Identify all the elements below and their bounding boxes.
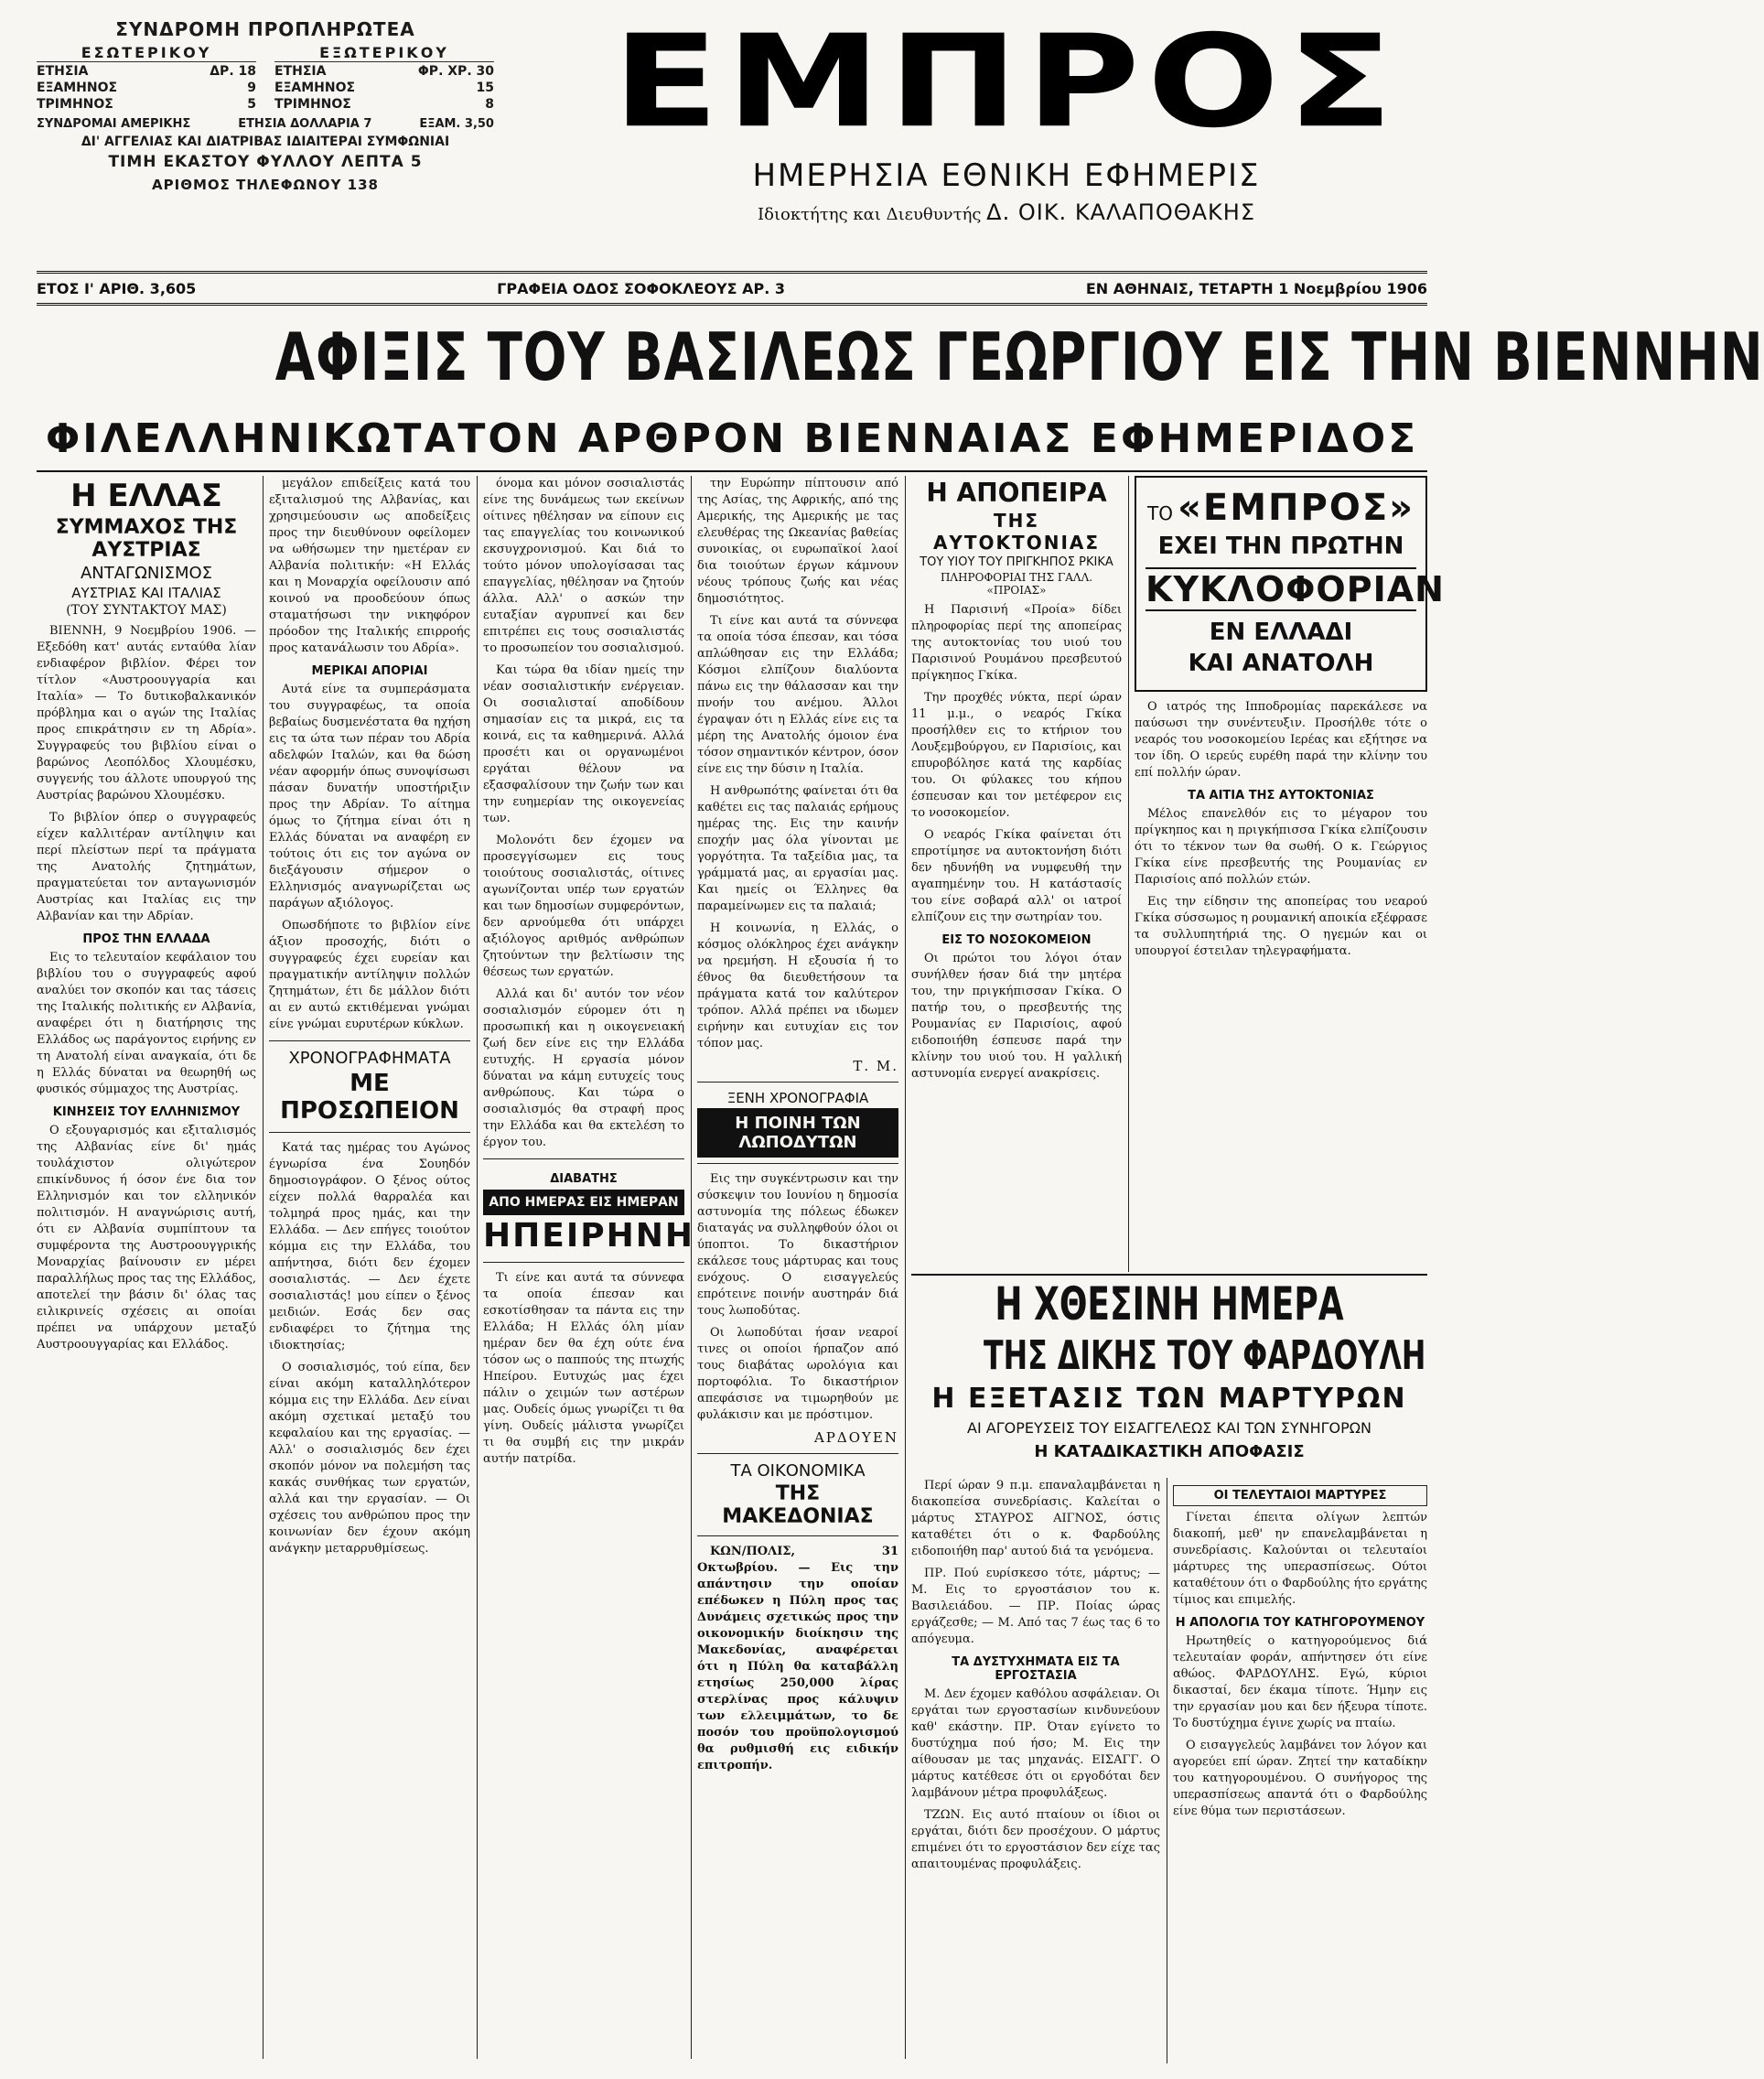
- feature-label: ΧΡΟΝΟΓΡΑΦΗΜΑΤΑ: [288, 1049, 451, 1068]
- article-heading: Η ΕΛΛΑΣ: [70, 478, 222, 514]
- article-subheading: ΤΟΥ ΥΙΟΥ ΤΟΥ ΠΡΙΓΚΗΠΟΣ ΡΚΙΚΑ: [920, 555, 1113, 569]
- article-paragraph: Αυτά είνε τα συμπεράσματα του συγγραφέως, τα οποία βεβαίως δυσμενέστατα θα ηχήση εις τα ώτα των πέραν του Αδρία αδελφών Ιταλών, και θα δώση νέαν αφορμήν όπως συνοψίσωσι πάσαν δυνατήν υποστήριξιν προς την Αδρίαν. Το αίτημα όμως το ζήτημα είναι ότι η Ελλάς δύναται να αναφέρη εν τούτοις ότι εις τον αγώνα ον διεξάγουσιν σήμερον ο Ελληνισμός αναγνωρίζεται ως παράγων αξιόλογος.: [269, 683, 470, 910]
- owner-line: [586, 199, 1427, 225]
- feature-title: ΜΕ ΠΡΟΣΩΠΕΙΟΝ: [280, 1070, 459, 1125]
- column-rule: [263, 476, 264, 2059]
- feature-label: ΤΑ ΟΙΚΟΝΟΜΙΚΑ: [730, 1461, 866, 1481]
- price-label: ΕΤΗΣΙΑ: [274, 64, 327, 79]
- feature-dek: ΑΠΟ ΗΜΕΡΑΣ ΕΙΣ ΗΜΕΡΑΝ: [483, 1190, 684, 1215]
- abroad-row: [274, 81, 494, 95]
- masthead: [37, 7, 1427, 265]
- inland-row: [37, 64, 256, 79]
- article-subheading: ΑΥΣΤΡΙΑΣ ΚΑΙ ΙΤΑΛΙΑΣ: [71, 585, 221, 601]
- column-8: [1173, 1478, 1427, 2063]
- article-paragraph: Τι είνε και αυτά τα σύννεφα τα οποία τόσα έπεσαν, και τόσα απλώθησαν εις την Ελλάδα; Κόσμοι ελπίζουν διαλύοντα πάνω εις την θάλασσαν και την πνοήν του ανέμου. Άλλοι έγραψαν ότι η Ελλάς είνε εις τα μέρη της Ανατολής όμοιον ένα τόσον σημαντικόν κέντρον, όσον είνε εις την δύσιν η Ιταλία.: [697, 614, 898, 776]
- section-subheading: ΠΡΟΣ ΤΗΝ ΕΛΛΑΔΑ: [82, 932, 210, 946]
- article-paragraph: όνομα και μόνον σοσιαλιστάς είνε της δυνάμεως των εκείνων οίτινες ηθέλησαν να είπουν εις τας επαγγελίας του κοινωνικού εκσυγχρονισμού. Και διά το τούτο μόνον υπολογίσασαι τας επαγγελίας, ηθέλησαν να ζητούν άλλα. Αλλ' ο ασκών την ευταξίαν αγρυπνεί και δεν επιτρέπει εις τους σοσιαλιστάς το προσωπείον του σοσιαλισμού.: [483, 477, 684, 655]
- article-paragraph: Αλλά και δι' αυτόν τον νέον σοσιαλισμόν εύρομεν ότι η προσωπική και η οικογενειακή ζωή δεν είνε εις την Ελλάδα ευτυχής. Η εργασία μόνον δύναται να κάμη ευτυχείς τους ανθρώπους. Και τώρα ο σοσιαλισμός θα στραφή προς την Ελλάδα και θα εκτελέση το έργον του.: [483, 987, 684, 1149]
- trial-headline-line: Η ΕΞΕΤΑΣΙΣ ΤΩΝ ΜΑΡΤΥΡΩΝ: [931, 1383, 1407, 1415]
- article-paragraph: Οπωσδήποτε το βιβλίον είνε άξιον προσοχής, διότι ο συγγραφεύς έχει ευρείαν και πραγματικήν αντίληψιν πολλών ζητημάτων, έτι δε μάλλον διότι αι εν αυτώ εκτιθέμεναι γνώμαι είνε γνώμαι ευρυτέρων κύκλων.: [269, 919, 470, 1031]
- article-paragraph: Μολονότι δεν έχομεν να προσεγγίσωμεν εις τους τοιούτους σοσιαλιστάς, οίτινες αγωνίζονται υπέρ των εργατών και των δημοσίων συμφερόντων, δεν αρνούμεθα ότι υπάρχει αξιόλογος αριθμός ανθρώπων ζητούντων την βελτίωσιν της θέσεως των εργατών.: [483, 834, 684, 979]
- advert-note: ΔΙ' ΑΓΓΕΛΙΑΣ ΚΑΙ ΔΙΑΤΡΙΒΑΣ ΙΔΙΑΙΤΕΡΑΙ ΣΥΜΦΩΝΙΑΙ: [81, 135, 450, 149]
- article-paragraph: Η Παρισινή «Προία» δίδει πληροφορίας περί της αποπείρας της αυτοκτονίας του υιού του Παρισινού Ρουμάνου πρεσβευτού πρίγκηπος Γκίκα.: [911, 603, 1122, 683]
- article-paragraph: Η ανθρωπότης φαίνεται ότι θα καθέτει εις τας παλαιάς ερήμους ημέρας της. Εις την καινήν εποχήν μας όλα γίνονται με γοργότητα. Τα ταξείδια μας, τα γράμματά μας, αι εργασίαι μας. Και ημείς οι Έλληνες θα παραμείνωμεν εις τα παλαιά;: [697, 784, 898, 913]
- section-rule: [911, 1274, 1427, 1276]
- promo-greece: ΕΝ ΕΛΛΑΔΙ: [1209, 619, 1353, 646]
- section-subheading: ΤΑ ΔΥΣΤΥΧΗΜΑΤΑ ΕΙΣ ΤΑ ΕΡΓΟΣΤΑΣΙΑ: [952, 1655, 1120, 1683]
- article-paragraph: Ο ιατρός της Ιπποδρομίας παρεκάλεσε να παύσωσι την συνέντευξιν. Προσήλθε τότε ο νεαρός του νοσοκομείου Ιερέας και εξήτησε να τον ίδη. Ο ιερεύς ευρέθη παρά την κλίνην του επί πολλήν ώραν.: [1135, 700, 1427, 780]
- office-address: ΓΡΑΦΕΙΑ ΟΔΟΣ ΣΟΦΟΚΛΕΟΥΣ ΑΡ. 3: [497, 279, 786, 297]
- article-paragraph: την Ευρώπην πίπτουσιν από της Ασίας, της Αφρικής, από της Αμερικής, της Αμερικής με τας ελευθέρας της Ωκεανίας βαθείας συνοικίας, οι ευρωπαϊκοί λαοί δια τοιούτων έργων κάμνουν νέους τρόπους ζωής και νέας δημοσιότητος.: [697, 477, 898, 606]
- section-subheading: Η ΑΠΟΛΟΓΙΑ ΤΟΥ ΚΑΤΗΓΟΡΟΥΜΕΝΟΥ: [1175, 1616, 1425, 1630]
- section-subheading: ΟΙ ΤΕΛΕΥΤΑΙΟΙ ΜΑΡΤΥΡΕΣ: [1173, 1485, 1427, 1506]
- subscription-title: ΣΥΝΔΡΟΜΗ ΠΡΟΠΛΗΡΩΤΕΑ: [115, 18, 415, 40]
- trial-headline-line: ΤΗΣ ΔΙΚΗΣ ΤΟΥ ΦΑΡΔΟΥΛΗ: [983, 1332, 1426, 1379]
- america-half: ΕΞΑΜ. 3,50: [419, 117, 494, 131]
- price-value: ΔΡ. 18: [210, 64, 256, 79]
- trial-headline-line: Η ΚΑΤΑΔΙΚΑΣΤΙΚΗ ΑΠΟΦΑΣΙΣ: [1034, 1442, 1305, 1461]
- section-subheading: ΕΙΣ ΤΟ ΝΟΣΟΚΟΜΕΙΟΝ: [941, 933, 1092, 947]
- article-paragraph: Την προχθές νύκτα, περί ώραν 11 μ.μ., ο νεαρός Γκίκα προσήλθεν εις το κτήριον του Λουξεμβούργου, εν Παρισίοις, και επυροβόλησε κατά της καρδίας του. Οι φύλακες του κήπου έσπευσαν και τον μετέφερον εις το νοσοκομείον.: [911, 691, 1122, 820]
- article-paragraph: Η κοινωνία, η Ελλάς, ο κόσμος ολόκληρος έχει ανάγκην να ηρεμήση. Η εξουσία ή το έθνος θα διευθετήσουν τα πράγματα κατά τον καλύτερον τρόπον. Αλλά πρέπει να ιδωμεν ειρήνην και ευτυχίαν εις τον τόπον μας.: [697, 921, 898, 1050]
- column-rule: [691, 476, 692, 2059]
- feature-title: ΗΠΕΙΡΗΝΗ: [483, 1217, 695, 1255]
- article-paragraph: ΠΡ. Πού ευρίσκεσο τότε, μάρτυς; — Μ. Εις το εργοστάσιον του κ. Βασιλειάδου. — ΠΡ. Ποίας ώρας εργάζεσθε; — Μ. Από τας 7 έως τας 6 το απόγευμα.: [911, 1567, 1160, 1646]
- column-rule: [477, 476, 478, 2059]
- price-label: ΕΞΑΜΗΝΟΣ: [274, 81, 356, 95]
- article-paragraph: Εις την συγκέντρωσιν και την σύσκεψιν του Ιουνίου η δημοσία αστυνομία της πόλεως έδωκεν διαταγάς να συλληφθούν όλοι οι ύποπτοι. Το δικαστήριον εκάλεσε τους μάρτυρας και τους ενόχους. Ο εισαγγελεύς επρότεινε ποινήν αυστηράν διά τους λωποδύτας.: [697, 1172, 898, 1318]
- newspaper-name: ΕΜΠΡΟΣ: [612, 7, 1401, 156]
- promo-line: [1146, 487, 1416, 529]
- article-heading: ΣΥΜΜΑΧΟΣ ΤΗΣ ΑΥΣΤΡΙΑΣ: [55, 516, 238, 562]
- circulation-promo: [1135, 476, 1445, 692]
- article-heading: Η ΑΠΟΠΕΙΡΑ: [926, 478, 1107, 508]
- article-subheading: ΑΝΤΑΓΩΝΙΣΜΟΣ: [80, 564, 213, 583]
- article-dek: ΠΛΗΡΟΦΟΡΙΑΙ ΤΗΣ ΓΑΛΛ. «ΠΡΟΙΑΣ»: [940, 571, 1093, 597]
- price-value: ΦΡ. ΧΡ. 30: [417, 64, 494, 79]
- phone-number: ΑΡΙΘΜΟΣ ΤΗΛΕΦΩΝΟΥ 138: [152, 177, 379, 193]
- article-heading: ΤΗΣ ΑΥΤΟΚΤΟΝΙΑΣ: [932, 510, 1101, 554]
- main-subheadline: ΦΙΛΕΛΛΗΝΙΚΩΤΑΤΟΝ ΑΡΘΡΟΝ ΒΙΕΝΝΑΙΑΣ ΕΦΗΜΕΡΙΔΟΣ: [45, 415, 1419, 462]
- price-value: 8: [485, 97, 494, 112]
- article-paragraph: Μ. Δεν έχομεν καθόλου ασφάλειαν. Οι εργάται των εργοστασίων κινδυνεύουν καθ' εκάστην. ΠΡ. Όταν εγίνετο το δυστύχημα πού ήσο; Μ. Εις την αίθουσαν με τας μηχανάς. ΕΙΣΑΓΓ. Ο μάρτυς κατέθεσε ότι οι εργοδόται δεν λαμβάνουν μέτρα προφυλάξεως.: [911, 1687, 1160, 1800]
- column-6: [1135, 476, 1445, 1272]
- america-prices: [37, 117, 494, 131]
- article-paragraph: Το βιβλίον όπερ ο συγγραφεύς είχεν καλλιτέραν αντίληψιν και περί πλείστων περί τα πράγματα της Ανατολής ζητημάτων, πραγματεύεται τον ανταγωνισμόν Αυστρίας και Ιταλίας εις την Αλβανίαν και την Αδρίαν.: [37, 811, 256, 923]
- article-paragraph: Περί ώραν 9 π.μ. επαναλαμβάνεται η διακοπείσα συνεδρίασις. Καλείται ο μάρτυς ΣΤΑΥΡΟΣ ΑΙΓΝΟΣ, όστις καταθέτει ότι ο κ. Φαρδούλης ειδοποιήθη παρ' αυτού διά τα γενόμενα.: [911, 1479, 1160, 1558]
- feature-label: ΞΕΝΗ ΧΡΟΝΟΓΡΑΦΙΑ: [726, 1090, 869, 1106]
- trial-headline: [911, 1276, 1427, 1460]
- column-5: [911, 476, 1122, 1272]
- trial-headline-line: Η ΧΘΕΣΙΝΗ ΗΜΕΡΑ: [995, 1277, 1344, 1330]
- article-paragraph: Οι πρώτοι του λόγοι όταν συνήλθεν ήσαν διά την μητέρα του, την πριγκήπισσαν Γκίκα. Ο πατήρ του, ο πρεσβευτής της Ρουμανίας εν Παρισίοις, αφού ειδοποιήθη έσπευσε παρά την κλίνην του υιού του. Η γαλλική αστυνομία ενεργεί ανακρίσεις.: [911, 952, 1122, 1081]
- article-paragraph: Τι είνε και αυτά τα σύννεφα τα οποία έπεσαν και εσκοτίσθησαν τα πάντα εις την Ελλάδα; Η Ελλάς όλη μίαν ημέραν δεν θα έχη ούτε ένα τόσον ως ο παππούς της πτωχής Ηπείρου. Ευτυχώς μας έχει πάλιν ο χειμών των αστέρων μας. Ουδείς όμως γνωρίζει τι θα γίνη. Ουδείς μάλιστα γνωρίζει τι θα συμβή εις την μικράν αυτήν πατρίδα.: [483, 1271, 684, 1466]
- article-paragraph: ΚΩΝ/ΠΟΛΙΣ, 31 Οκτωβρίου. — Εις την απάντησιν την οποίαν επέδωκεν η Πύλη προς τας Δυνάμεις σχετικώς προς την οικονομικήν διοίκησιν της Μακεδονίας, αναφέρεται ότι η Πύλη θα καταβάλλη ετησίως 250,000 λίρας στερλίνας προς κάλυψιν των ελλειμμάτων, το δε ποσόν του προϋπολογισμού θα ρυθμισθή εις ειδικήν επιτροπήν.: [697, 1545, 898, 1772]
- issue-date: ΕΝ ΑΘΗΝΑΙΣ, ΤΕΤΑΡΤΗ 1 Νοεμβρίου 1906: [1085, 279, 1427, 297]
- abroad-row: [274, 97, 494, 112]
- abroad-prices: [274, 44, 494, 112]
- promo-to: ΤΟ: [1147, 502, 1173, 524]
- owner-prefix: Ιδιοκτήτης και Διευθυντής: [758, 205, 982, 224]
- article-paragraph: Μέλος επανελθόν εις το μέγαρον του πρίγκηπος και η πριγκήπισσα Γκίκα ελπίζουσιν ότι το τέκνον των θα σωθή. Ο κ. Γεώργιος Γκίκα είνε πρεσβευτής της Ρουμανίας εν Παρισίοις από πολλών ετών.: [1135, 807, 1427, 887]
- article-byline: (ΤΟΥ ΣΥΝΤΑΚΤΟΥ ΜΑΣ): [66, 603, 227, 618]
- section-subheading: ΚΙΝΗΣΕΙΣ ΤΟΥ ΕΛΛΗΝΙΣΜΟΥ: [52, 1105, 241, 1119]
- promo-has: ΕΧΕΙ ΤΗΝ ΠΡΩΤΗΝ: [1157, 533, 1404, 560]
- article-paragraph: Γίνεται έπειτα ολίγων λεπτών διακοπή, μεθ' ην επανελαμβάνεται η συνεδρίασις. Καλούνται οι τελευταίοι μάρτυρες της υπερασπίσεως. Ούτοι καταθέτουν ότι ο Φαρδούλης ήτο εργάτης τίμιος και επιμελής.: [1173, 1511, 1427, 1607]
- owner-name: Δ. ΟΙΚ. ΚΑΛΑΠΟΘΑΚΗΣ: [986, 199, 1255, 225]
- column-7: [911, 1478, 1160, 2063]
- feature-box: [697, 1453, 898, 1536]
- price-value: 15: [476, 81, 494, 95]
- subscription-columns: [37, 44, 494, 112]
- column-2: [269, 476, 470, 2059]
- feature-box: [697, 1082, 898, 1164]
- subscription-box: [37, 18, 494, 193]
- section-rule: [37, 470, 1427, 472]
- article-paragraph: ΒΙΕΝΝΗ, 9 Νοεμβρίου 1906. — Εξεδόθη κατ' αυτάς ενταύθα λίαν ενδιαφέρον βιβλίον. Φέρει τον τίτλον «Αυστροουγγαρία και Ιταλία» — Το δυτικοβαλκανικόν πρόβλημα και ο αγών της Ιταλίας προς επικράτησιν εν τη Αδρία». Συγγραφεύς του βιβλίου είναι ο βαρώνος Λεοπόλδος Χλουμέσκυ, συγγενής του άλλοτε υπουργού της Αυστρίας βαρώνου Χλουμέσκυ.: [37, 624, 256, 803]
- article-signature: Τ. Μ.: [853, 1058, 898, 1074]
- main-headline: ΑΦΙΞΙΣ ΤΟΥ ΒΑΣΙΛΕΩΣ ΓΕΩΡΓΙΟΥ ΕΙΣ ΤΗΝ ΒΙΕΝΝΗΝ: [274, 318, 1764, 395]
- article-paragraph: Ο εξουγαρισμός και εξιταλισμός της Αλβανίας είνε δι' ημάς τουλάχιστον ολιγώτερον επικίνδυνος ή όσον ένε δια τον Ελληνισμόν και τον ελληνικόν πολιτισμόν. Η αναγνώρισις αυτή, ότι εν Αλβανία συμπίπτουν τα συμφέροντα της Αυστροουγγρικής Μοναρχίας βαίνουσιν εν μέρει παραλλήλως προς τας της Ελλάδος, αποτελεί την βάσιν δι' όλας τας ειλικρινείς σχέσεις αι οποίαι πρέπει να υπάρχουν μεταξύ Αυστροουγγαρίας και Ελλάδος.: [37, 1124, 256, 1352]
- newspaper-logo: [586, 7, 1427, 225]
- price-label: ΤΡΙΜΗΝΟΣ: [274, 97, 351, 112]
- feature-title: Η ΠΟΙΝΗ ΤΩΝ ΛΩΠΟΔΥΤΩΝ: [697, 1108, 898, 1158]
- article-paragraph: μεγάλον επιδείξεις κατά του εξιταλισμού της Αλβανίας, και χρησιμεύουσιν ως αποδείξεις προς την διευθύνουν οφείλομεν να ωθήσωμεν την ημετέραν εν Αλβανία πολιτικήν: «Η Ελλάς και η Μοναρχία οφείλουσιν από κοινού να προοδεύουν όπως σταματήσωσι την νικηφόρον πρόοδον της Ιταλικής επιρροής προς κατανάλωσιν του Αδρία».: [269, 477, 470, 655]
- price-label: ΕΤΗΣΙΑ: [37, 64, 89, 79]
- newspaper-tagline: ΗΜΕΡΗΣΙΑ ΕΘΝΙΚΗ ΕΦΗΜΕΡΙΣ: [752, 157, 1261, 194]
- issue-number: ΕΤΟΣ Ι' ΑΡΙΘ. 3,605: [37, 279, 197, 297]
- article-paragraph: Εις την είδησιν της αποπείρας του νεαρού Γκίκα σύσσωμος η ρουμανική αποικία εξέφρασε τα συλλυπητήριά της. Ο ηγεμών και οι υπουργοί έστειλαν τηλεγραφήματα.: [1135, 895, 1427, 958]
- price-value: 5: [247, 97, 256, 112]
- article-paragraph: Οι λωποδύται ήσαν νεαροί τινες οι οποίοι ήρπαζον από τους διαβάτας ωρολόγια και πορτοφόλια. Το δικαστήριον απεφάσισε να τιμωρηθούν με φυλάκισιν και με πρόστιμον.: [697, 1326, 898, 1422]
- article-paragraph: Και τώρα θα ιδίαν ημείς την νέαν σοσιαλιστικήν ενέργειαν. Οι σοσιαλισταί αποδίδουν σημασίαν εις τα μικρά, εις τα κοινά, εις τα καθημερινά. Αλλά προσέτι και οι οργανωμένοι εργάται θέλουν να εξασφαλίσουν την ζωήν των και την ευημερίαν της οικογενείας των.: [483, 663, 684, 825]
- price-label: ΕΞΑΜΗΝΟΣ: [37, 81, 118, 95]
- inland-row: [37, 81, 256, 95]
- column-1: [37, 476, 256, 2059]
- inland-prices: [37, 44, 256, 112]
- america-label: ΣΥΝΔΡΟΜΑΙ ΑΜΕΡΙΚΗΣ: [37, 117, 191, 131]
- article-paragraph: Εις το τελευταίον κεφάλαιον του βιβλίου του ο συγγραφεύς αφού αναλύει τον σκοπόν και τας τάσεις της Ιταλικής πολιτικής εν Αλβανία, αναφέρει ότι η διατήρησις της Ελλάδος ως παράγοντος ειρήνης εν τη Ανατολή είναι αναγκαία, ότι δε η Ελλάς δύναται να θεωρηθή ως φυσικός σύμμαχος της Αυστρίας.: [37, 951, 256, 1096]
- section-subheading: ΜΕΡΙΚΑΙ ΑΠΟΡΙΑΙ: [311, 664, 428, 678]
- inland-heading: ΕΣΩΤΕΡΙΚΟΥ: [37, 44, 256, 62]
- column-4: [697, 476, 898, 2059]
- article-paragraph: ΤΖΩΝ. Εις αυτό πταίουν οι ίδιοι οι εργάται, διότι δεν προσέχουν. Ο μάρτυς επιμένει ότι το εργοστάσιον δεν είχε τας απαιτουμένας προφυλάξεις.: [911, 1808, 1160, 1871]
- price-value: 9: [247, 81, 256, 95]
- article-paragraph: Ηρωτηθείς ο κατηγορούμενος διά τελευταίαν φοράν, απήντησεν ότι είνε αθώος. ΦΑΡΔΟΥΛΗΣ. Εγώ, κύριοι δικασταί, δεν έκαμα τίποτε. Ήμην εις την εργασίαν μου και δεν ήξευρα τίποτε. Το δυστύχημα έγινε χωρίς να πταίω.: [1173, 1634, 1427, 1730]
- inland-row: [37, 97, 256, 112]
- article-paragraph: Ο νεαρός Γκίκα φαίνεται ότι επροτίμησε να αυτοκτονήση διότι δεν ηδυνήθη να νυμφευθή την αγαπημένην του. Η κατάστασίς του είνε σοβαρά αλλ' οι ιατροί ελπίζουν εις την σωτηρίαν του.: [911, 828, 1122, 924]
- article-paragraph: Ο εισαγγελεύς λαμβάνει τον λόγον και αγορεύει επί ώραν. Ζητεί την καταδίκην του κατηγορουμένου. Ο συνήγορος της υπερασπίσεως απαντά ότι ο Φαρδούλης είνε θύμα των περιστάσεων.: [1173, 1739, 1427, 1818]
- america-annual: ΕΤΗΣΙΑ ΔΟΛΛΑΡΙΑ 7: [238, 117, 372, 131]
- promo-name: «ΕΜΠΡΟΣ»: [1178, 487, 1414, 529]
- feature-box: [483, 1158, 695, 1263]
- column-rule: [905, 476, 906, 2059]
- issue-price: ΤΙΜΗ ΕΚΑΣΤΟΥ ΦΥΛΛΟΥ ΛΕΠΤΑ 5: [108, 153, 423, 171]
- dateline: [37, 271, 1427, 306]
- feature-label: ΔΙΑΒΑΤΗΣ: [550, 1172, 618, 1186]
- abroad-row: [274, 64, 494, 79]
- feature-box: [269, 1040, 470, 1133]
- section-subheading: ΤΑ ΑΙΤΙΑ ΤΗΣ ΑΥΤΟΚΤΟΝΙΑΣ: [1188, 789, 1374, 803]
- article-paragraph: Ο σοσιαλισμός, τού είπα, δεν είναι ακόμη καταλληλότερον κόμμα εις την Ελλάδα. Δεν είναι ακόμη σχετικαί μεταξύ του κεφαλαίου και της εργασίας. — Αλλ' ο σοσιαλισμός δεν έχει σκοπόν μόνον να πολεμήση τας κακάς συνθήκας των εργατών, αλλά και την εργασίαν. — Οι σχέσεις του ανθρώπου προς την κοινωνίαν δεν έχουν ακόμη ανάγκην μεταρρυθμίσεως.: [269, 1361, 470, 1556]
- column-3: [483, 476, 695, 2059]
- feature-title: ΤΗΣ ΜΑΚΕΔΟΝΙΑΣ: [722, 1482, 874, 1528]
- promo-east: ΚΑΙ ΑΝΑΤΟΛΗ: [1188, 650, 1374, 677]
- article-paragraph: Κατά τας ημέρας του Αγώνος έγνωρίσα ένα Σουηδόν δημοσιογράφον. Ο ξένος ούτος είχεν πολλά θαρραλέα και τολμηρά προς ημάς, και την Ελλάδα. — Δεν επήγες τοιούτον κόμμα εις την Ελλάδα, του απήντησα, διότι δεν έχομεν σοσιαλιστάς. — Δεν έχετε σοσιαλιστάς! μου είπεν ο ξένος μειδιών. Εσάς δεν σας ενδιαφέρει το ζήτημα της ιδιοκτησίας;: [269, 1141, 470, 1352]
- article-signature: ΑΡΔΟΥΕΝ: [813, 1429, 898, 1446]
- promo-circulation: ΚΥΚΛΟΦΟΡΙΑΝ: [1146, 569, 1445, 609]
- price-label: ΤΡΙΜΗΝΟΣ: [37, 97, 113, 112]
- column-rule: [1128, 476, 1129, 1272]
- trial-headline-line: ΑΙ ΑΓΟΡΕΥΣΕΙΣ ΤΟΥ ΕΙΣΑΓΓΕΛΕΩΣ ΚΑΙ ΤΩΝ ΣΥΝΗΓΟΡΩΝ: [967, 1419, 1371, 1437]
- abroad-heading: ΕΞΩΤΕΡΙΚΟΥ: [274, 44, 494, 62]
